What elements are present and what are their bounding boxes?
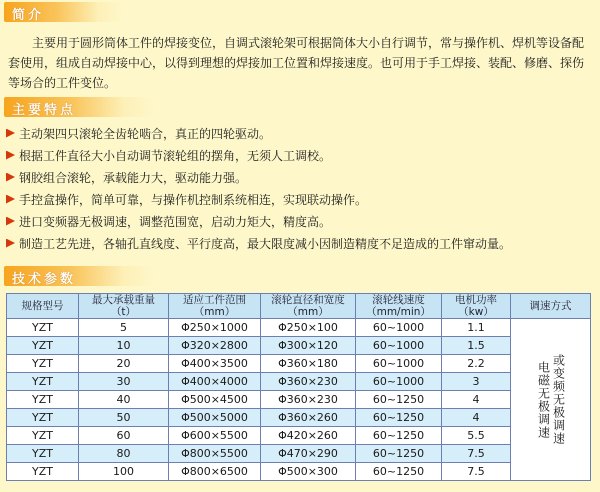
cell-load: 80 bbox=[79, 445, 169, 463]
cell-speed: 60~1250 bbox=[356, 409, 442, 427]
cell-load: 5 bbox=[79, 319, 169, 337]
intro-header bbox=[4, 2, 122, 22]
triangle-bullet-icon bbox=[6, 173, 15, 182]
triangle-bullet-icon bbox=[6, 195, 15, 204]
table-row bbox=[7, 391, 591, 409]
table-row bbox=[7, 319, 591, 337]
cell-speed: 60~1250 bbox=[356, 463, 442, 481]
cell-roller-size: Φ360×180 bbox=[261, 355, 356, 373]
cell-load: 100 bbox=[79, 463, 169, 481]
feature-item bbox=[6, 166, 511, 188]
cell-speed: 60~1250 bbox=[356, 391, 442, 409]
feature-item bbox=[6, 232, 511, 254]
col-header-range: 适应工件范围 （mm） bbox=[169, 294, 261, 319]
table-row bbox=[7, 337, 591, 355]
cell-model: YZT bbox=[7, 463, 79, 481]
col-header-load: 最大承载重量 （t） bbox=[79, 294, 169, 319]
cell-range: Φ800×6500 bbox=[169, 463, 261, 481]
cell-power: 4 bbox=[442, 391, 511, 409]
cell-model: YZT bbox=[7, 373, 79, 391]
cell-load: 60 bbox=[79, 427, 169, 445]
feature-text: 进口变频器无极调速，调整范围宽，启动力矩大，精度高。 bbox=[19, 214, 332, 229]
cell-load: 20 bbox=[79, 355, 169, 373]
cell-range: Φ600×5500 bbox=[169, 427, 261, 445]
cell-model: YZT bbox=[7, 409, 79, 427]
table-row bbox=[7, 463, 591, 481]
cell-power: 3 bbox=[442, 373, 511, 391]
feature-item bbox=[6, 210, 511, 232]
specs-title: 技术参数 bbox=[12, 272, 77, 287]
cell-speed: 60~1250 bbox=[356, 427, 442, 445]
feature-text: 根据工件直径大小自动调节滚轮组的摆角，无须人工调校。 bbox=[19, 148, 332, 163]
cell-roller-size: Φ300×120 bbox=[261, 337, 356, 355]
features-title: 主要特点 bbox=[12, 103, 77, 118]
cell-speed: 60~1000 bbox=[356, 337, 442, 355]
triangle-bullet-icon bbox=[6, 217, 15, 226]
features-header bbox=[4, 97, 154, 117]
spec-table bbox=[6, 293, 591, 481]
triangle-bullet-icon bbox=[6, 239, 15, 248]
cell-range: Φ400×4000 bbox=[169, 373, 261, 391]
table-row bbox=[7, 373, 591, 391]
cell-speed: 60~1000 bbox=[356, 319, 442, 337]
cell-roller-size: Φ420×260 bbox=[261, 427, 356, 445]
col-header-power: 电机功率 （kw） bbox=[442, 294, 511, 319]
speed-method-line-1: 电磁无极调速 bbox=[536, 360, 551, 439]
cell-range: Φ320×2800 bbox=[169, 337, 261, 355]
cell-range: Φ800×5500 bbox=[169, 445, 261, 463]
col-header-model: 规格型号 bbox=[7, 294, 79, 319]
feature-text: 主动架四只滚轮全齿轮啮合，真正的四轮驱动。 bbox=[19, 126, 272, 141]
triangle-bullet-icon bbox=[6, 151, 15, 160]
cell-model: YZT bbox=[7, 391, 79, 409]
cell-model: YZT bbox=[7, 337, 79, 355]
cell-power: 7.5 bbox=[442, 445, 511, 463]
features-list bbox=[6, 122, 511, 254]
cell-range: Φ400×3500 bbox=[169, 355, 261, 373]
feature-text: 制造工艺先进，各轴孔直线度、平行度高，最大限度减小因制造精度不足造成的工件窜动量。 bbox=[19, 236, 512, 251]
col-header-method: 调速方式 bbox=[511, 294, 591, 319]
col-header-speed: 滚轮线速度 （mm/min） bbox=[356, 294, 442, 319]
table-row bbox=[7, 427, 591, 445]
intro-paragraph: 主要用于圆形筒体工件的焊接变位，自调式滚轮架可根据筒体大小自行调节，常与操作机、焊机等设备配套使用，组成自动焊接中心，以得到理想的焊接加工位置和焊接速度。也可用于手工焊接、装配、修磨、探伤等场合的工件变位。 bbox=[8, 36, 585, 90]
cell-range: Φ500×4500 bbox=[169, 391, 261, 409]
cell-power: 4 bbox=[442, 409, 511, 427]
cell-roller-size: Φ470×290 bbox=[261, 445, 356, 463]
cell-model: YZT bbox=[7, 355, 79, 373]
table-row bbox=[7, 409, 591, 427]
cell-power: 2.2 bbox=[442, 355, 511, 373]
cell-roller-size: Φ500×300 bbox=[261, 463, 356, 481]
cell-roller-size: Φ360×230 bbox=[261, 373, 356, 391]
spec-table-header-row bbox=[7, 294, 591, 319]
cell-roller-size: Φ360×230 bbox=[261, 391, 356, 409]
table-row bbox=[7, 355, 591, 373]
feature-item bbox=[6, 144, 511, 166]
specs-header bbox=[4, 266, 154, 286]
feature-text: 钢胶组合滚轮，承载能力大，驱动能力强。 bbox=[19, 170, 248, 185]
triangle-bullet-icon bbox=[6, 129, 15, 138]
feature-text: 手控盒操作，简单可靠，与操作机控制系统相连，实现联动操作。 bbox=[19, 192, 368, 207]
cell-speed-method bbox=[511, 319, 591, 481]
cell-range: Φ500×5000 bbox=[169, 409, 261, 427]
cell-power: 7.5 bbox=[442, 463, 511, 481]
cell-roller-size: Φ360×260 bbox=[261, 409, 356, 427]
cell-load: 50 bbox=[79, 409, 169, 427]
intro-title: 简介 bbox=[12, 8, 45, 23]
cell-model: YZT bbox=[7, 445, 79, 463]
feature-item bbox=[6, 188, 511, 210]
cell-model: YZT bbox=[7, 427, 79, 445]
cell-power: 1.5 bbox=[442, 337, 511, 355]
cell-load: 10 bbox=[79, 337, 169, 355]
cell-model: YZT bbox=[7, 319, 79, 337]
cell-power: 1.1 bbox=[442, 319, 511, 337]
cell-speed: 60~1000 bbox=[356, 355, 442, 373]
table-row bbox=[7, 445, 591, 463]
cell-load: 40 bbox=[79, 391, 169, 409]
col-header-roller-size: 滚轮直径和宽度 （mm） bbox=[261, 294, 356, 319]
speed-method-line-2: 或变频无极调速 bbox=[551, 354, 566, 445]
cell-speed: 60~1000 bbox=[356, 373, 442, 391]
cell-roller-size: Φ250×100 bbox=[261, 319, 356, 337]
cell-speed: 60~1250 bbox=[356, 445, 442, 463]
feature-item bbox=[6, 122, 511, 144]
cell-range: Φ250×1000 bbox=[169, 319, 261, 337]
cell-load: 30 bbox=[79, 373, 169, 391]
cell-power: 5.5 bbox=[442, 427, 511, 445]
